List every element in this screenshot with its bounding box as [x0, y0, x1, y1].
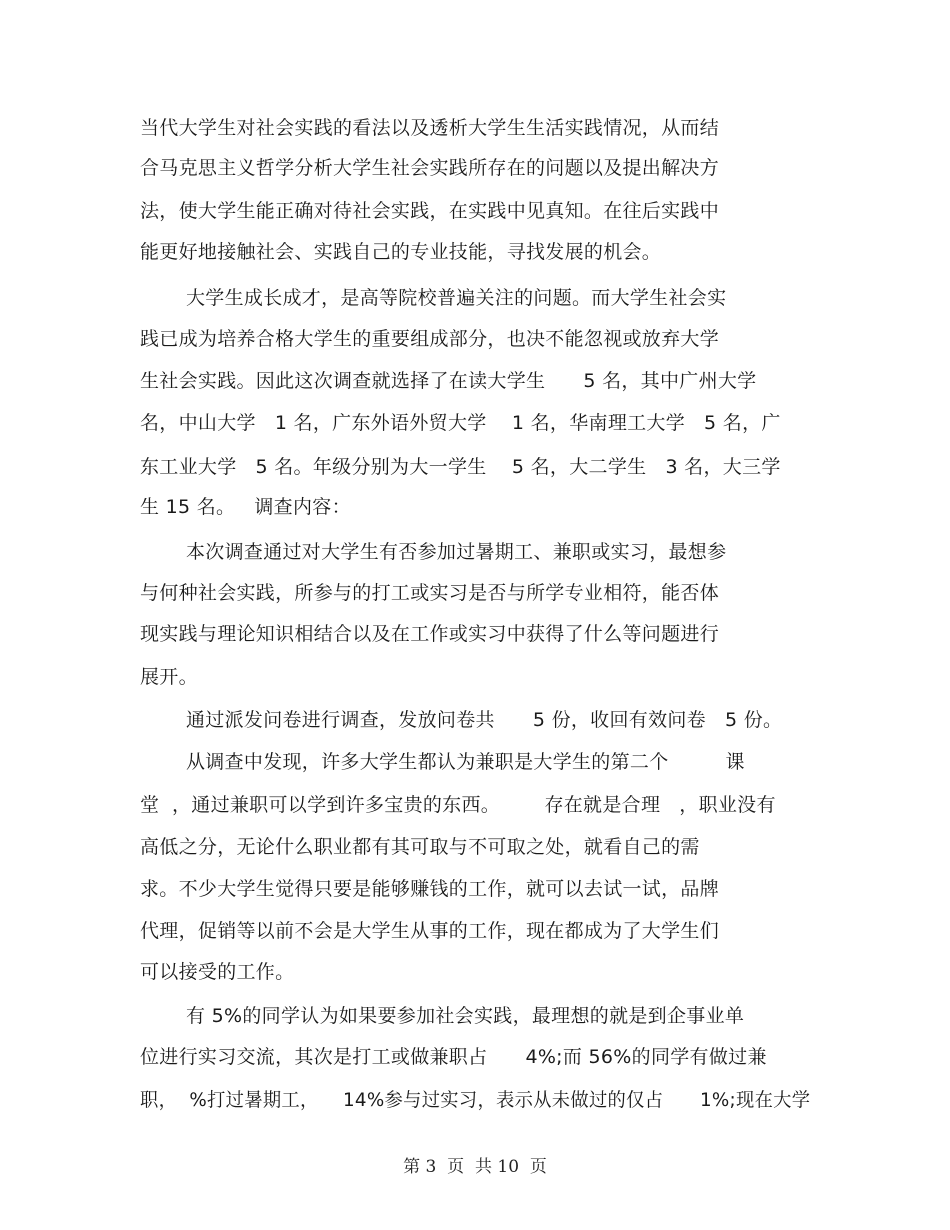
text-line-11: 本次调查通过对大学生有否参加过暑期工、兼职或实习，最想参: [186, 541, 727, 563]
text-line-23: 位进行实习交流，其次是打工或做兼职占 4%;而 56%的同学有做过兼: [140, 1046, 767, 1068]
text-line-13: 现实践与理论知识相结合以及在工作或实习中获得了什么等问题进行: [140, 623, 720, 645]
text-line-2: 合马克思主义哲学分析大学生社会实践所存在的问题以及提出解决方: [140, 157, 720, 179]
text-line-12: 与何种社会实践，所参与的打工或实习是否与所学专业相符，能否体: [140, 582, 720, 604]
text-line-5: 大学生成长成才，是高等院校普遍关注的问题。而大学生社会实: [186, 287, 727, 309]
text-line-10: 生 15 名。 调查内容：: [140, 496, 351, 518]
text-line-6: 践已成为培养合格大学生的重要组成部分，也决不能忽视或放弃大学: [140, 328, 720, 350]
text-line-18: 高低之分，无论什么职业都有其可取与不可取之处，就看自己的需: [140, 836, 700, 858]
text-line-7: 生社会实践。因此这次调查就选择了在读大学生 5 名，其中广州大学: [140, 370, 757, 392]
text-line-9: 东工业大学 5 名。年级分别为大一学生 5 名，大二学生 3 名，大三学: [140, 456, 781, 478]
text-line-21: 可以接受的工作。: [140, 961, 295, 983]
text-line-15: 通过派发问卷进行调查，发放问卷共 5 份，收回有效问卷 5 份。: [186, 709, 783, 731]
text-line-4: 能更好地接触社会、实践自己的专业技能，寻找发展的机会。: [140, 241, 662, 263]
page-footer: 第 3 页 共 10 页: [403, 1157, 547, 1177]
text-line-1: 当代大学生对社会实践的看法以及透析大学生生活实践情况，从而结: [140, 117, 720, 139]
text-line-22: 有 5%的同学认为如果要参加社会实践，最理想的就是到企事业单: [186, 1005, 745, 1027]
text-line-24: 职， %打过暑期工， 14%参与过实习，表示从未做过的仅占 1%;现在大学: [140, 1089, 811, 1111]
text-line-19: 求。不少大学生觉得只要是能够赚钱的工作，就可以去试一试，品牌: [140, 878, 720, 900]
text-line-16: 从调查中发现，许多大学生都认为兼职是大学生的第二个 课: [186, 751, 745, 773]
text-line-20: 代理，促销等以前不会是大学生从事的工作，现在都成为了大学生们: [140, 920, 720, 942]
text-line-8: 名，中山大学 1 名，广东外语外贸大学 1 名，华南理工大学 5 名，广: [140, 412, 781, 434]
text-line-3: 法，使大学生能正确对待社会实践，在实践中见真知。在往后实践中: [140, 200, 720, 222]
text-line-14: 展开。: [140, 666, 198, 688]
text-line-17: 堂 ，通过兼职可以学到许多宝贵的东西。 存在就是合理 ，职业没有: [140, 794, 776, 816]
